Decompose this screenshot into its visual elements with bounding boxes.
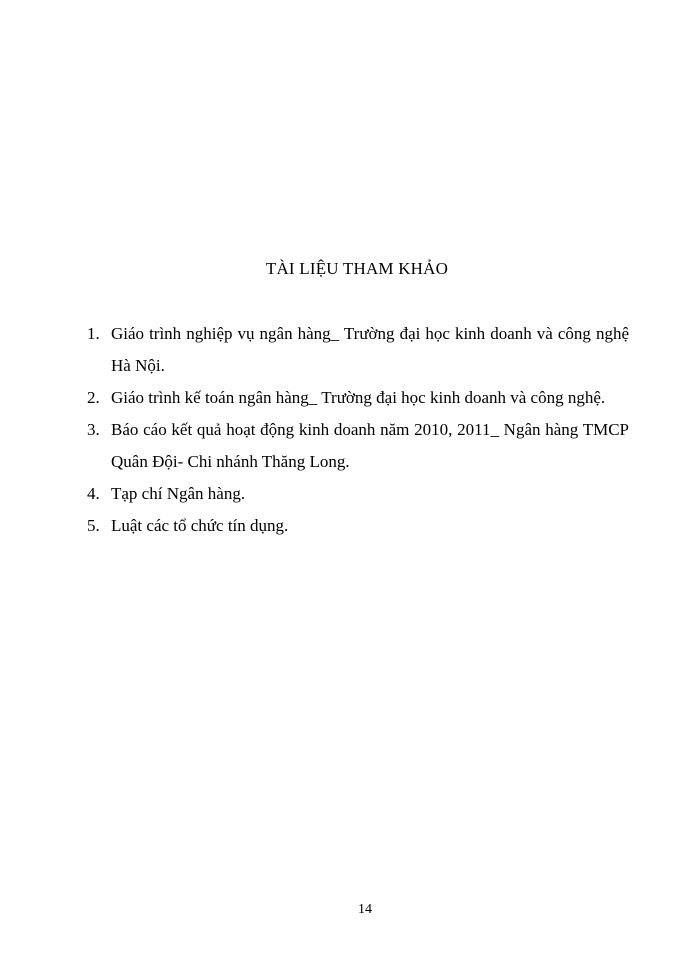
reference-text: Tạp chí Ngân hàng. xyxy=(111,484,246,503)
reference-number: 5. xyxy=(87,516,100,535)
list-item xyxy=(87,414,629,478)
reference-text: Luật các tổ chức tín dụng. xyxy=(111,516,289,535)
page-number: 14 xyxy=(358,902,372,917)
reference-list xyxy=(87,318,629,542)
reference-text: Báo cáo kết quả hoạt động kinh doanh năm 2010, 2011_ Ngân hàng TMCP Quân Đội- Chi nhánh Thăng Long. xyxy=(111,420,629,471)
reference-number: 4. xyxy=(87,484,100,503)
reference-number: 3. xyxy=(87,420,100,439)
reference-text: Giáo trình kế toán ngân hàng_ Trường đại học kinh doanh và công nghệ. xyxy=(111,388,606,407)
reference-number: 2. xyxy=(87,388,100,407)
list-item xyxy=(87,510,629,542)
list-item xyxy=(87,382,629,414)
page-title: TÀI LIỆU THAM KHẢO xyxy=(265,259,449,278)
list-item xyxy=(87,318,629,382)
reference-text: Giáo trình nghiệp vụ ngân hàng_ Trường đại học kinh doanh và công nghệ Hà Nội. xyxy=(111,324,629,375)
list-item xyxy=(87,478,629,510)
reference-number: 1. xyxy=(87,324,100,343)
